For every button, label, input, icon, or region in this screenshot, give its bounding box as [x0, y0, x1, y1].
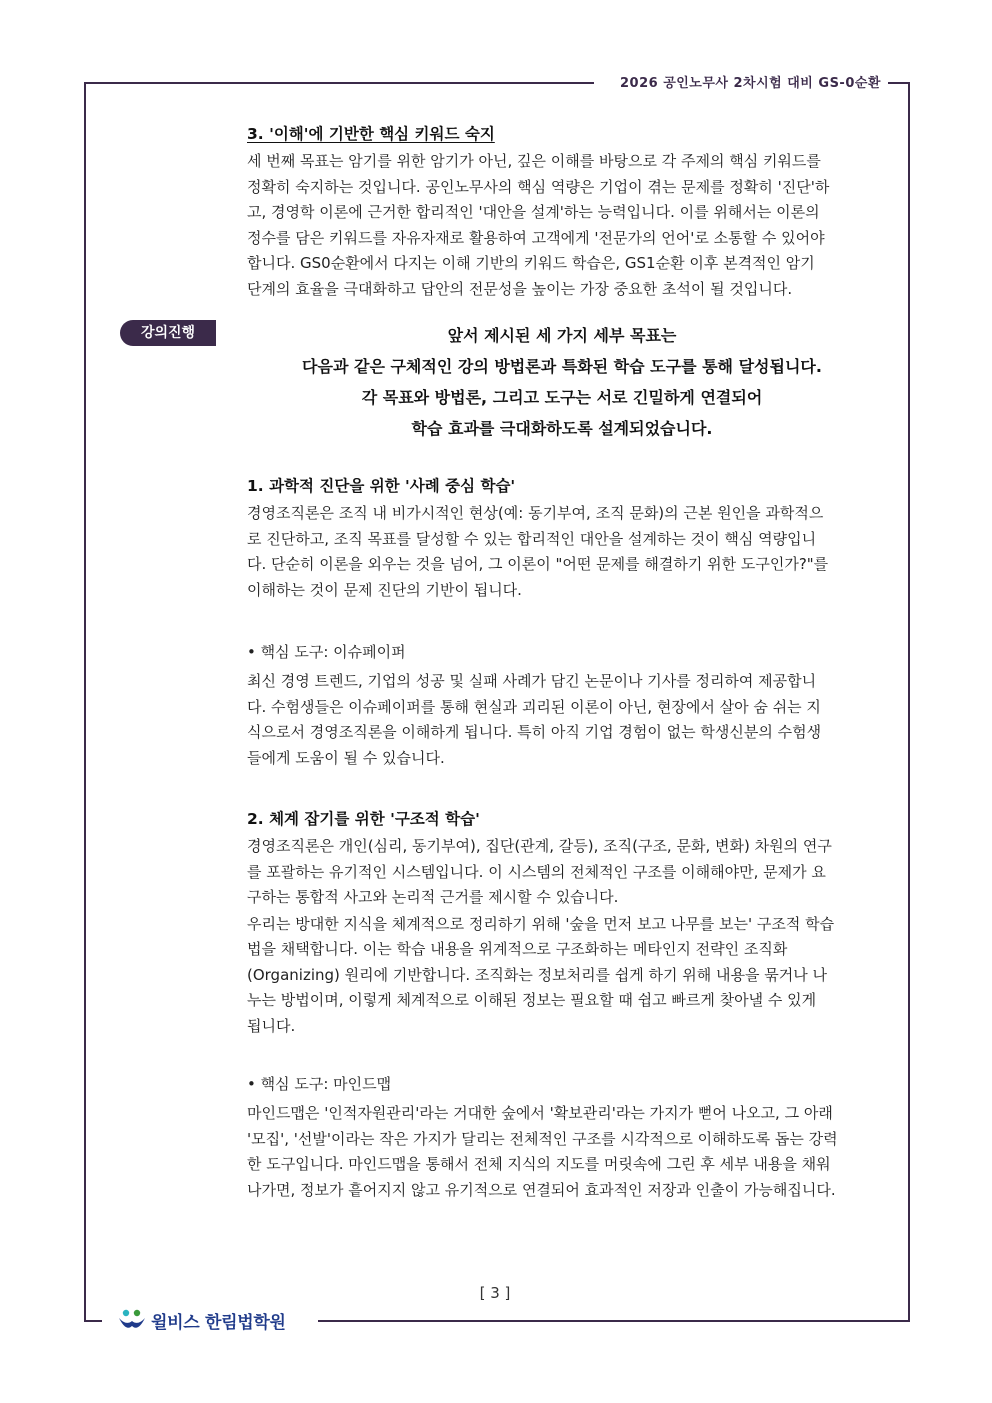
method-1-tool: • 핵심 도구: 이슈페이퍼 — [247, 643, 406, 661]
method-1-body — [247, 501, 877, 603]
text-line: 다. 수험생들은 이슈페이퍼를 통해 현실과 괴리된 이론이 아닌, 현장에서 살아 숨 쉬는 지 — [247, 697, 821, 716]
text-line: 들에게 도움이 될 수 있습니다. — [247, 748, 445, 767]
method-2-tool: • 핵심 도구: 마인드맵 — [247, 1075, 392, 1093]
method-1-heading: 1. 과학적 진단을 위한 '사례 중심 학습' — [247, 477, 516, 495]
method-2 — [247, 806, 877, 1203]
willbes-logo-icon — [117, 1306, 147, 1334]
text-line: 경영조직론은 조직 내 비가시적인 현상(예: 동기부여, 조직 문화)의 근본 원인을 과학적으 — [247, 504, 824, 522]
intro-line: 각 목표와 방법론, 그리고 도구는 서로 긴밀하게 연결되어 — [361, 388, 763, 407]
frame-bottom-line — [318, 1320, 910, 1322]
text-line: 법을 채택합니다. 이는 학습 내용을 위계적으로 구조화하는 메타인지 전략인 조직화 — [247, 940, 788, 958]
text-line: 고, 경영학 이론에 근거한 합리적인 '대안을 설계'하는 능력입니다. 이를 위해서는 이론의 — [247, 203, 820, 221]
text-line: 최신 경영 트렌드, 기업의 성공 및 실패 사례가 담긴 논문이나 기사를 정리하여 제공합니 — [247, 672, 817, 690]
section-3 — [247, 121, 877, 302]
section-3-body — [247, 149, 877, 302]
text-line: (Organizing) 원리에 기반합니다. 조직화는 정보처리를 쉽게 하기 위해 내용을 묶거나 나 — [247, 965, 828, 984]
text-line: 다. 단순히 이론을 외우는 것을 넘어, 그 이론이 "어떤 문제를 해결하기 위한 도구인가?"를 — [247, 555, 829, 573]
text-line: 세 번째 목표는 암기를 위한 암기가 아닌, 깊은 이해를 바탕으로 각 주제의 핵심 키워드를 — [247, 152, 821, 170]
text-line: 나가면, 정보가 흩어지지 않고 유기적으로 연결되어 효과적인 저장과 인출이 가능해집니다. — [247, 1180, 836, 1199]
section-3-heading: 3. '이해'에 기반한 핵심 키워드 숙지 — [247, 125, 495, 143]
text-line: 마인드맵은 '인적자원관리'라는 거대한 숲에서 '확보관리'라는 가지가 뻗어 나오고, 그 아래 — [247, 1104, 833, 1122]
intro-line: 다음과 같은 구체적인 강의 방법론과 특화된 학습 도구를 통해 달성됩니다. — [302, 357, 822, 376]
method-2-tool-body — [247, 1101, 877, 1203]
text-line: 단계의 효율을 극대화하고 답안의 전문성을 높이는 가장 중요한 초석이 될 것입니다. — [247, 279, 793, 298]
method-2-heading: 2. 체계 잡기를 위한 '구조적 학습' — [247, 810, 480, 828]
text-line: '모집', '선발'이라는 작은 가지가 달리는 전체적인 구조를 시각적으로 이해하도록 돕는 강력 — [247, 1129, 838, 1148]
intro-line: 앞서 제시된 세 가지 세부 목표는 — [447, 326, 677, 345]
text-line: 정확히 숙지하는 것입니다. 공인노무사의 핵심 역량은 기업이 겪는 문제를 정확히 '진단'하 — [247, 177, 830, 196]
footer-logo — [117, 1305, 317, 1335]
method-2-body-2 — [247, 912, 877, 1040]
text-line: 구하는 통합적 사고와 논리적 근거를 제시할 수 있습니다. — [247, 888, 619, 906]
text-line: 이해하는 것이 문제 진단의 기반이 됩니다. — [247, 580, 522, 599]
text-line: 됩니다. — [247, 1016, 296, 1035]
method-2-body — [247, 834, 877, 911]
method-1 — [247, 473, 877, 771]
text-line: 식으로서 경영조직론을 이해하게 됩니다. 특히 아직 기업 경험이 없는 학생신분의 수험생 — [247, 723, 822, 741]
text-line: 정수를 담은 키워드를 자유자재로 활용하여 고객에게 '전문가의 언어'로 소통할 수 있어야 — [247, 228, 825, 247]
text-line: 합니다. GS0순환에서 다지는 이해 기반의 키워드 학습은, GS1순환 이후 본격적인 암기 — [247, 254, 815, 272]
text-line: 로 진단하고, 조직 목표를 달성할 수 있는 합리적인 대안을 설계하는 것이 핵심 역량입니 — [247, 529, 817, 548]
frame-left-line — [84, 82, 86, 1320]
page-number: [ 3 ] — [479, 1284, 511, 1302]
logo-text: 윌비스 한림법학원 — [151, 1312, 286, 1333]
frame-bottom-left-line — [84, 1320, 102, 1322]
frame-top-line — [84, 82, 594, 84]
text-line: 우리는 방대한 지식을 체계적으로 정리하기 위해 '숲을 먼저 보고 나무를 보는' 구조적 학습 — [247, 914, 835, 933]
text-line: 를 포괄하는 유기적인 시스템입니다. 이 시스템의 전체적인 구조를 이해해야만, 문제가 요 — [247, 862, 826, 881]
intro-line: 학습 효과를 극대화하도록 설계되었습니다. — [411, 419, 713, 438]
frame-top-right-line — [888, 82, 910, 84]
header-title: 2026 공인노무사 2차시험 대비 GS-0순환 — [619, 76, 881, 91]
frame-right-line — [908, 82, 910, 1320]
lecture-progress-badge: 강의진행 — [120, 320, 216, 346]
method-1-tool-body — [247, 669, 877, 771]
text-line: 누는 방법이며, 이렇게 체계적으로 이해된 정보는 필요할 때 쉽고 빠르게 찾아낼 수 있게 — [247, 991, 817, 1009]
intro-block — [247, 320, 877, 444]
text-line: 경영조직론은 개인(심리, 동기부여), 집단(관계, 갈등), 조직(구조, 문화, 변화) 차원의 연구 — [247, 837, 832, 855]
text-line: 한 도구입니다. 마인드맵을 통해서 전체 지식의 지도를 머릿속에 그린 후 세부 내용을 채워 — [247, 1155, 831, 1173]
